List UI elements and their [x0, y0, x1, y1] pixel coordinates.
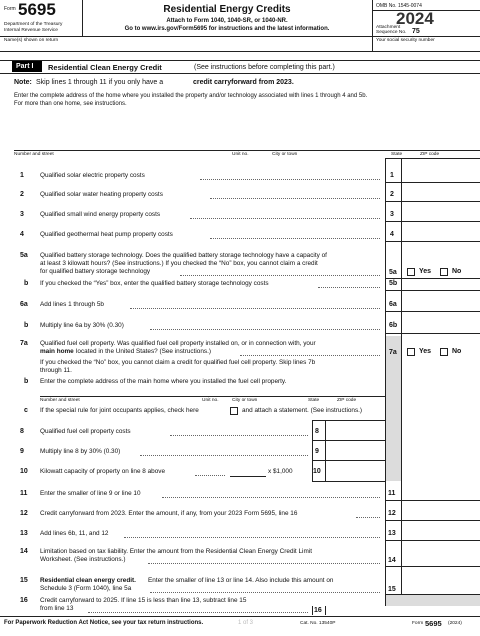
address2-zip-label: ZIP code: [337, 398, 357, 403]
line-2-box: 2: [390, 191, 394, 198]
line-16-box: 16: [314, 607, 322, 614]
line-3-number: 3: [20, 211, 24, 218]
line-1-number: 1: [20, 172, 24, 179]
line-7a-box: 7a: [389, 349, 397, 356]
line-7c-text: If the special rule for joint occupants applies, check here: [40, 407, 199, 414]
line-5a-no-checkbox[interactable]: [440, 268, 448, 276]
line-7b-text: Enter the complete address of the main home where you installed the fuel cell property.: [40, 378, 287, 385]
part-title-note: (See instructions before completing this part.): [194, 63, 335, 71]
line-8-text: Qualified fuel cell property costs: [40, 428, 131, 435]
line-9-number: 9: [20, 448, 24, 455]
line-3-text: Qualified small wind energy property costs: [40, 211, 161, 218]
address-city-label: City or town: [272, 152, 298, 157]
note-text: Skip lines 1 through 11 if you only have a: [36, 79, 164, 86]
form-number: 5695: [18, 0, 56, 19]
line-10-multiplier: x $1,000: [268, 468, 293, 475]
line-7a-text-4: through 11.: [40, 367, 72, 374]
footer-year: (2024): [448, 621, 462, 626]
form-title: Residential Energy Credits: [163, 4, 291, 15]
address2-state-label: State: [308, 398, 320, 403]
department-line: Department of the Treasury: [4, 22, 63, 27]
line-14-amount-field[interactable]: [402, 541, 480, 566]
shaded-column: [386, 336, 401, 481]
line-2-number: 2: [20, 191, 24, 198]
address-unit-label: Unit no.: [232, 152, 249, 157]
line-5b-amount-field[interactable]: [402, 279, 480, 289]
intro-line-1: Enter the complete address of the home where you installed the property and/or technology associated with lines 1 through 4 and 5b.: [14, 93, 368, 99]
line-16-text-1: Credit carryforward to 2025. If line 15 is less than line 13, subtract line 15: [40, 597, 247, 604]
line-11-text: Enter the smaller of line 9 or line 10: [40, 490, 141, 497]
name-label: Name(s) shown on return: [4, 38, 59, 43]
form-label: Form: [4, 6, 16, 12]
line-6a-number: 6a: [20, 301, 28, 308]
line-12-text: Credit carryforward from 2023. Enter the amount, if any, from your 2023 Form 5695, line 16: [40, 510, 298, 517]
line-10-text: Kilowatt capacity of property on line 8 above: [40, 468, 166, 475]
line-5a-text-3: for qualified battery storage technology: [40, 268, 151, 275]
part-label: Part I: [16, 63, 34, 70]
line-16-text-2: from line 13: [40, 605, 74, 612]
footer-notice: For Paperwork Reduction Act Notice, see your tax return instructions.: [4, 620, 204, 626]
line-5b-text: If you checked the “Yes” box, enter the qualified battery storage technology costs: [40, 280, 269, 287]
line-7a-no-checkbox[interactable]: [440, 348, 448, 356]
line-7b-number: b: [24, 378, 29, 385]
line-16-number: 16: [20, 597, 28, 604]
line-16-amount-field[interactable]: [326, 606, 384, 615]
line-13-number: 13: [20, 530, 28, 537]
line-4-amount-field[interactable]: [402, 222, 480, 241]
line-15-number: 15: [20, 577, 28, 584]
line-4-text: Qualified geothermal heat pump property costs: [40, 231, 173, 238]
line-14-text-1: Limitation based on tax liability. Enter the amount from the Residential Clean Energy Credit Limit: [40, 548, 312, 555]
line-15-box: 15: [388, 586, 396, 593]
line-2-text: Qualified solar water heating property costs: [40, 191, 163, 198]
line-5a-yes-label: Yes: [419, 268, 432, 275]
goto-instruction: Go to www.irs.gov/Form5695 for instructions and the latest information.: [124, 26, 330, 32]
address-state-label: State: [391, 152, 403, 157]
attach-instruction: Attach to Form 1040, 1040-SR, or 1040-NR.: [166, 18, 288, 24]
part-title: Residential Clean Energy Credit: [48, 63, 162, 72]
line-6b-number: b: [24, 322, 29, 329]
line-13-amount-field[interactable]: [402, 521, 480, 540]
irs-line: Internal Revenue Service: [4, 28, 58, 33]
line-8-number: 8: [20, 428, 24, 435]
line-12-box: 12: [388, 510, 396, 517]
tax-year: 2024: [396, 9, 434, 28]
line-10-number: 10: [20, 468, 28, 475]
line-5a-text-1: Qualified battery storage technology. Does the qualified battery storage technology have a capacity of: [40, 252, 327, 259]
line-15-text-1: Enter the smaller of line 13 or line 14. Also include this amount on: [148, 577, 334, 584]
line-2-amount-field[interactable]: [402, 183, 480, 201]
line-11-box: 11: [388, 490, 396, 497]
line-14-text-2: Worksheet. (See instructions.): [40, 556, 126, 563]
sequence-number: 75: [412, 28, 420, 35]
line-16-shaded: [386, 595, 480, 606]
line-8-box: 8: [315, 428, 319, 435]
line-8-amount-field[interactable]: [326, 421, 384, 440]
line-14-number: 14: [20, 548, 28, 555]
line-6b-box: 6b: [389, 322, 398, 329]
address2-street-label: Number and street: [40, 398, 80, 403]
address2-unit-label: Unit no.: [202, 398, 219, 403]
line-15-amount-field[interactable]: [402, 567, 480, 594]
footer-page: 1 of 3: [238, 620, 254, 626]
line-3-box: 3: [390, 211, 394, 218]
line-5a-no-label: No: [452, 268, 462, 275]
line-7a-text-2: located in the United States? (See instructions.): [76, 348, 211, 355]
line-7a-text-1: Qualified fuel cell property. Was qualified fuel cell property installed on, or in connection with, your: [40, 340, 316, 347]
name-field[interactable]: [4, 42, 366, 50]
omb-number: OMB No. 1545-0074: [376, 3, 422, 9]
line-5a-text-2: at least 3 kilowatt hours? (See instructions.) If you checked the “No” box, you cannot claim a credit: [40, 260, 318, 267]
line-5b-number: b: [24, 280, 29, 287]
line-5a-number: 5a: [20, 252, 28, 259]
line-5b-box: 5b: [389, 280, 398, 287]
kilowatt-capacity-field[interactable]: [230, 467, 265, 475]
line-1-amount-field[interactable]: [402, 162, 480, 182]
line-7a-text-3: If you checked the “No” box, you cannot claim a credit for qualified fuel cell property. Skip lines 7b: [40, 359, 316, 366]
line-5a-box: 5a: [389, 269, 397, 276]
footer-form-number: 5695: [425, 619, 442, 628]
line-10-box: 10: [313, 468, 321, 475]
line-7a-yes-checkbox[interactable]: [407, 348, 415, 356]
line-3-amount-field[interactable]: [402, 202, 480, 221]
attachment-label: Attachment: [376, 25, 401, 30]
line-9-amount-field[interactable]: [326, 441, 384, 460]
line-7a-number: 7a: [20, 340, 28, 347]
line-11-number: 11: [20, 490, 28, 497]
line-11-amount-field[interactable]: [402, 482, 480, 500]
line-15-bold: Residential clean energy credit.: [40, 577, 136, 584]
line-7c-checkbox[interactable]: [230, 407, 238, 415]
line-5a-yes-checkbox[interactable]: [407, 268, 415, 276]
line-7a-yes-label: Yes: [419, 348, 432, 355]
line-6b-text: Multiply line 6a by 30% (0.30): [40, 322, 124, 329]
line-6a-amount-field[interactable]: [402, 291, 480, 311]
line-14-box: 14: [388, 557, 396, 564]
line-12-amount-field[interactable]: [402, 501, 480, 520]
note-prefix: Note:: [14, 79, 32, 86]
line-7a-no-label: No: [452, 348, 462, 355]
line-13-text: Add lines 6b, 11, and 12: [40, 530, 109, 537]
line-1-box: 1: [390, 172, 394, 179]
line-6a-text: Add lines 1 through 5b: [40, 301, 104, 308]
line-6a-box: 6a: [389, 301, 397, 308]
intro-line-2: For more than one home, see instructions.: [14, 101, 127, 107]
fuel-cell-address-field[interactable]: [40, 386, 384, 396]
address2-city-label: City or town: [232, 398, 258, 403]
line-9-box: 9: [315, 448, 319, 455]
line-6b-amount-field[interactable]: [402, 312, 480, 333]
footer-form-label: Form: [412, 621, 424, 626]
line-7c-number: c: [24, 407, 28, 414]
line-9-text: Multiply line 8 by 30% (0.30): [40, 448, 121, 455]
sequence-label: Sequence No.: [376, 30, 407, 35]
address-street-label: Number and street: [14, 152, 54, 157]
line-7c-after-text: and attach a statement. (See instructions.): [242, 407, 363, 414]
line-13-box: 13: [388, 530, 396, 537]
line-1-text: Qualified solar electric property costs: [40, 172, 145, 179]
line-15-text-2: Schedule 3 (Form 1040), line 5a: [40, 585, 132, 592]
note-bold: credit carryforward from 2023.: [193, 79, 294, 86]
footer-cat: Cat. No. 13540P: [300, 621, 336, 626]
address-zip-label: ZIP code: [420, 152, 440, 157]
home-address-field[interactable]: [14, 110, 386, 150]
ssn-label: Your social security number: [376, 38, 435, 43]
line-7a-main-home: main home: [40, 348, 74, 355]
line-12-number: 12: [20, 510, 28, 517]
line-4-box: 4: [390, 231, 394, 238]
ssn-field[interactable]: [376, 42, 476, 50]
line-4-number: 4: [20, 231, 24, 238]
line-10-amount-field[interactable]: [326, 461, 384, 480]
